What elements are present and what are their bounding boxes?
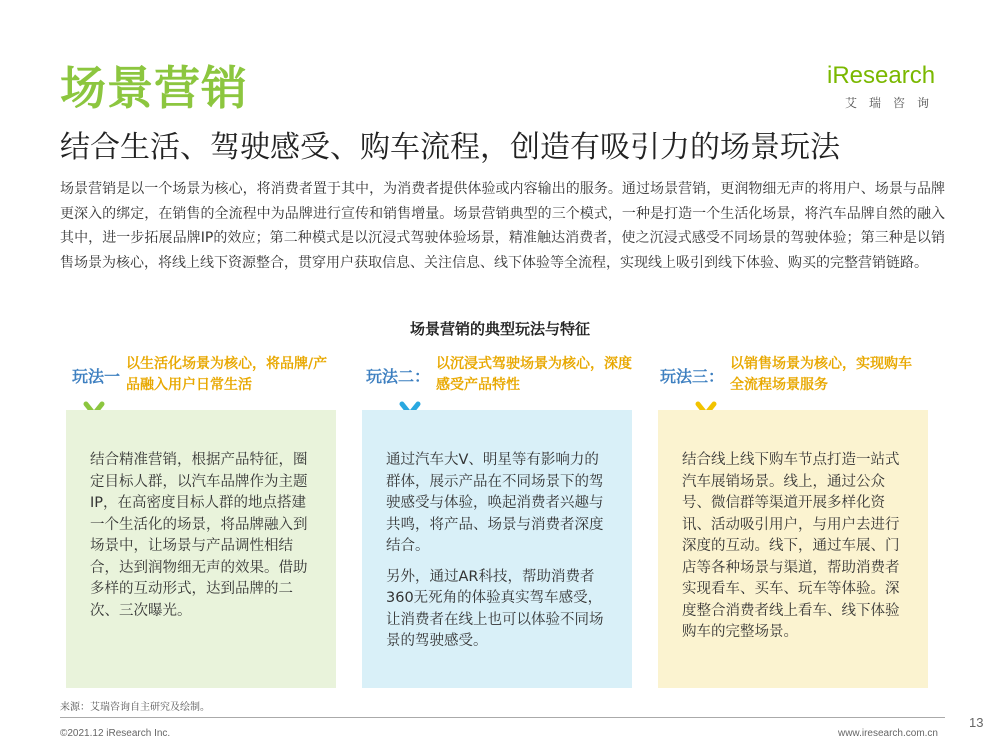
method-3-text: 结合线上线下购车节点打造一站式汽车展销场景。线上，通过公众号、微信群等渠道开展多样化资讯、活动吸引用户，与用户去进行深度的互动。线下，通过车展、门店等各种场景与渠道，帮助消费者实现看车、买车、玩车等体验。深度整合消费者线上看车、线下体验购车的完整场景。 [682,452,900,640]
method-1-header [72,348,342,402]
method-3-card [658,410,928,688]
method-3-description: 以销售场景为核心，实现购车全流程场景服务 [730,356,913,393]
method-2-card [362,410,632,688]
method-1-description: 以生活化场景为核心，将品牌/产品融入用户日常生活 [126,356,328,393]
page-number: 13 [969,715,984,730]
page-subtitle: 结合生活、驾驶感受、购车流程，创造有吸引力的场景玩法 [60,130,840,165]
method-1-name: 玩法一 [72,366,121,386]
method-1-card [66,410,336,688]
method-2-header [366,348,656,402]
footer-divider [60,717,945,718]
logo-subtitle: 艾瑞咨询 [845,96,942,110]
method-2-name: 玩法二： [366,366,431,386]
section-heading: 场景营销的典型玩法与特征 [409,320,590,338]
method-3-header [660,348,950,402]
source-note: 来源：艾瑞咨询自主研究及绘制。 [60,702,210,713]
method-1-text: 结合精准营销，根据产品特征，圈定目标人群，以汽车品牌作为主题IP，在高密度目标人群的地点搭建一个生活化的场景，将品牌融入到场景中，让场景与产品调性相结合，达到润物细无声的效果。借助多样的互动形式，达到品牌的二次、三次曝光。 [90,452,308,619]
copyright: ©2021.12 iResearch Inc. [60,728,171,739]
intro-paragraph: 场景营销是以一个场景为核心，将消费者置于其中，为消费者提供体验或内容输出的服务。通过场景营销，更润物细无声的将用户、场景与品牌更深入的绑定，在销售的全流程中为品牌进行宣传和销售增量。场景营销典型的三个模式，一种是打造一个生活化场景，将汽车品牌自然的融入其中，进一步拓展品牌IP的效应；第二种模式是以沉浸式驾驶体验场景，精准触达消费者，使之沉浸式感受不同场景的驾驶体验；第三种是以销售场景为核心，将线上线下资源整合，贯穿用户获取信息、关注信息、线下体验等全流程，实现线上吸引到线下体验、购买的完整营销链路。 [60,181,945,271]
method-2-text-2: 另外，通过AR科技，帮助消费者360无死角的体验真实驾车感受，让消费者在线上也可以体验不同场景的驾驶感受。 [386,568,604,649]
method-2-text-1: 通过汽车大V、明星等有影响力的群体，展示产品在不同场景下的驾驶感受与体验，唤起消费者兴趣与共鸣，将产品、场景与消费者深度结合。 [386,452,604,554]
logo-wordmark: iResearch [827,62,936,89]
website-link[interactable]: www.iresearch.com.cn [837,728,938,739]
method-2-description: 以沉浸式驾驶场景为核心，深度感受产品特性 [436,356,633,393]
iresearch-logo [827,62,945,110]
method-3-name: 玩法三： [660,366,725,386]
page-title: 场景营销 [60,61,248,115]
